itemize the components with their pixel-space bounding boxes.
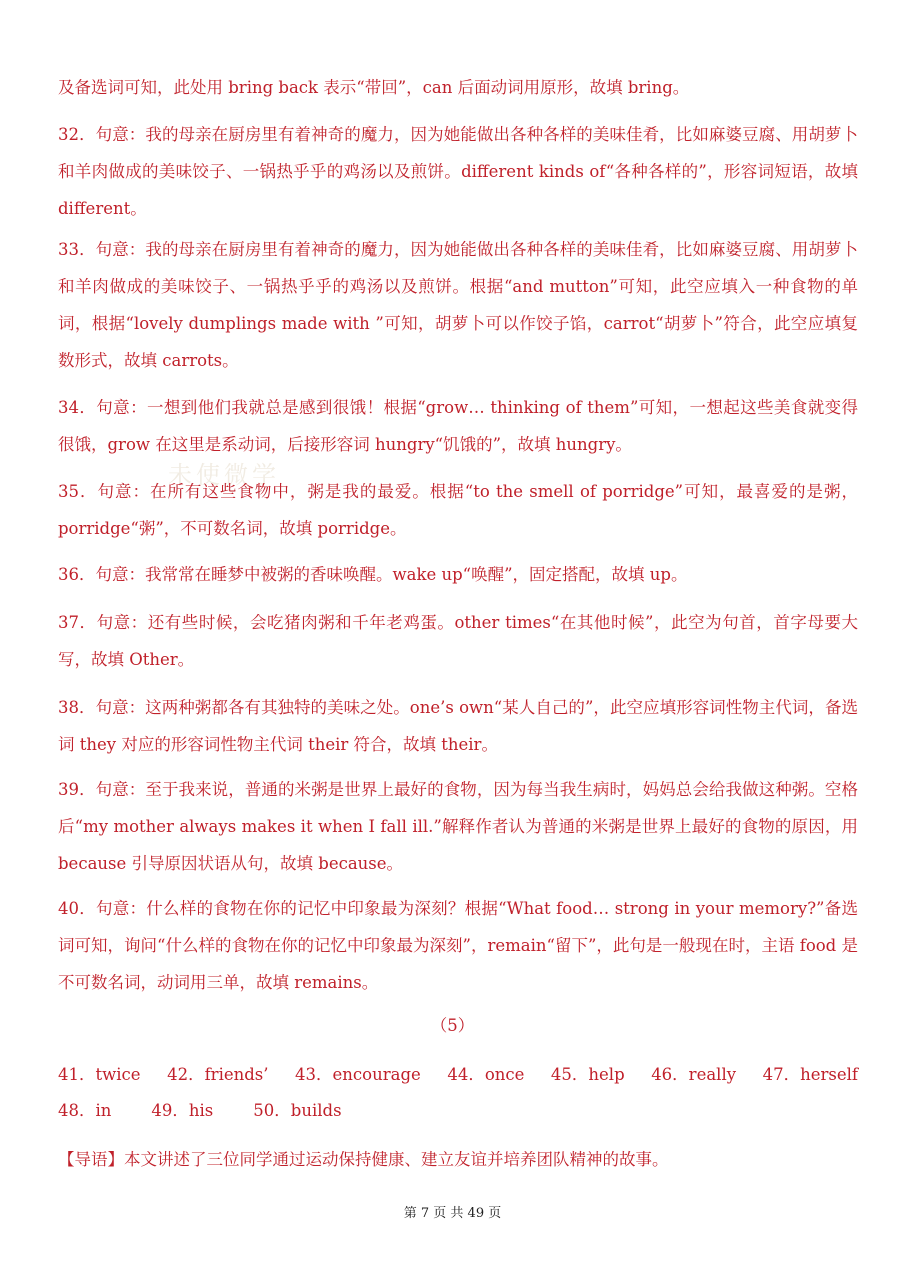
answer-item: 47．herself: [762, 1065, 858, 1084]
intro-paragraph: 【导语】本文讲述了三位同学通过运动保持健康、建立友谊并培养团队精神的故事。: [58, 1150, 669, 1169]
answer-item: 50．builds: [253, 1101, 342, 1120]
answer-item: 49．his: [151, 1101, 214, 1120]
answer-row: [58, 1093, 858, 1129]
answer-item: 42．friends’: [167, 1065, 269, 1084]
answer-item: 41．twice: [58, 1065, 141, 1084]
paragraph-q37: 37．句意：还有些时候，会吃猪肉粥和千年老鸡蛋。other times“在其他时候”，此空为句首，首字母要大写，故填 Other。: [58, 613, 858, 669]
paragraph-q40: 40．句意：什么样的食物在你的记忆中印象最为深刻？根据“What food… strong in your memory?”备选词可知，询问“什么样的食物在你的记忆中印象最为深刻”，remain“留下”，此句是一般现在时，主语 food 是不可数名词，动词用三单，故填 remains。: [58, 899, 858, 992]
answer-item: 44．once: [447, 1065, 525, 1084]
page-footer: 第 7 页 共 49 页: [403, 1206, 502, 1221]
paragraph-continuation: 及备选词可知，此处用 bring back 表示“带回”，can 后面动词用原形，故填 bring。: [58, 78, 690, 97]
answer-key: [58, 1057, 858, 1129]
answer-item: 48．in: [58, 1101, 112, 1120]
answer-item: 43．encourage: [295, 1065, 421, 1084]
section-label: （5）: [430, 1016, 475, 1035]
paragraph-q34: 34．句意：一想到他们我就总是感到很饿！根据“grow… thinking of them”可知，一想起这些美食就变得很饿，grow 在这里是系动词，后接形容词 hungry“饥饿的”，故填 hungry。: [58, 398, 858, 454]
answer-item: 45．help: [550, 1065, 625, 1084]
paragraph-q35: 35．句意：在所有这些食物中，粥是我的最爱。根据“to the smell of porridge”可知，最喜爱的是粥，porridge“粥”，不可数名词，故填 porridge。: [58, 482, 858, 538]
watermark: 未使微学: [168, 461, 280, 489]
paragraph-q39: 39．句意：至于我来说，普通的米粥是世界上最好的食物，因为每当我生病时，妈妈总会给我做这种粥。空格后“my mother always makes it when I fall ill.”解释作者认为普通的米粥是世界上最好的食物的原因，用 because 引导原因状语从句，故填 because。: [58, 780, 858, 873]
paragraph-q33: 33．句意：我的母亲在厨房里有着神奇的魔力，因为她能做出各种各样的美味佳肴，比如麻婆豆腐、用胡萝卜和羊肉做成的美味饺子、一锅热乎乎的鸡汤以及煎饼。根据“and mutton”可知，此空应填入一种食物的单词，根据“lovely dumplings made with ”可知，胡萝卜可以作饺子馅，carrot“胡萝卜”符合，此空应填复数形式，故填 carrots。: [58, 240, 858, 370]
answer-row: [58, 1057, 858, 1093]
paragraph-q36: 36．句意：我常常在睡梦中被粥的香味唤醒。wake up“唤醒”，固定搭配，故填 up。: [58, 565, 688, 584]
paragraph-q38: 38．句意：这两种粥都各有其独特的美味之处。one’s own“某人自己的”，此空应填形容词性物主代词，备选词 they 对应的形容词性物主代词 their 符合，故填 their。: [58, 698, 858, 754]
answer-item: 46．really: [651, 1065, 737, 1084]
paragraph-q32: 32．句意：我的母亲在厨房里有着神奇的魔力，因为她能做出各种各样的美味佳肴，比如麻婆豆腐、用胡萝卜和羊肉做成的美味饺子、一锅热乎乎的鸡汤以及煎饼。different kinds of“各种各样的”，形容词短语，故填 different。: [58, 125, 858, 218]
